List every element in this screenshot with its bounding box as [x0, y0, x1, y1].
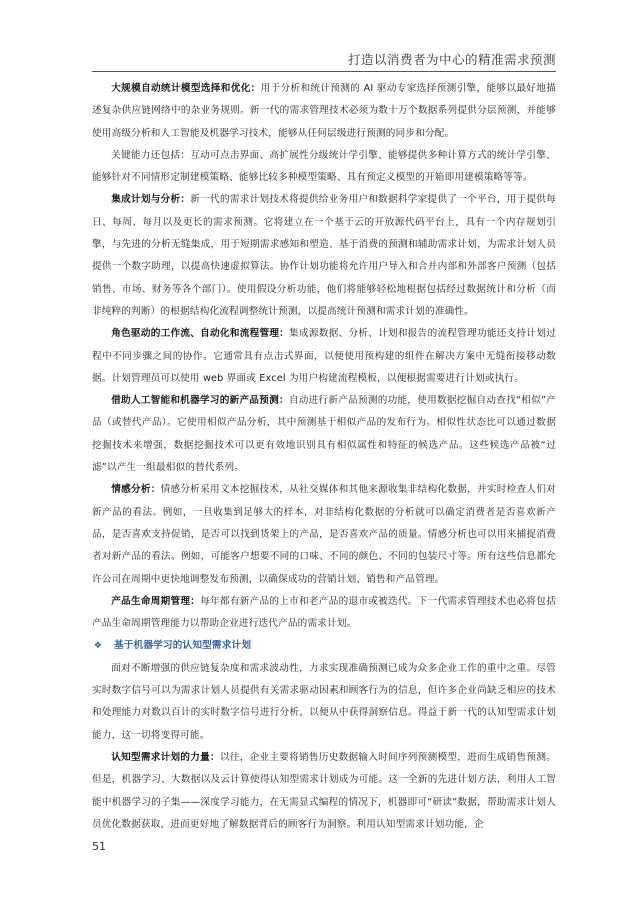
header-divider: [92, 71, 556, 72]
paragraph-integrated-planning: [92, 189, 556, 323]
paragraph-body: 集成源数据、分析、计划和报告的流程管理功能还支持计划过程中不同步骤之间的协作。它通常具有点击式界面，以便使用预构建的组件在解决方案中无缝衔接移动数据。计划管理员可以使用 web 界面或 Excel 为用户构建流程模板，以便根据需要进行计划或执行。: [92, 328, 556, 384]
paragraph-new-product: [92, 390, 556, 479]
paragraph-body: 新一代的需求计划技术将提供给业务用户和数据科学家提供了一个平台，用于提供每日、每周、每月以及更长的需求预测。它将建立在一个基于云的开放源代码平台上，具有一个内存规划引擎，与先进的分析无缝集成，用于短期需求感知和塑造、基于消费的预测和辅助需求计划，为需求计划人员提供一个数字助理，以提高快速虚拟算法。协作计划功能将允许用户导入和合并内部和外部客户预测（包括销售、市场、财务等各个部门）。使用假设分析功能，他们将能够轻松地根据包括经过数据统计和分析（而非纯粹的判断）的根据结构化流程调整统计预测，以提高统计预测和需求计划的准确性。: [92, 194, 556, 317]
paragraph-lead: 集成计划与分析：: [111, 194, 191, 206]
paragraph-body: 自动进行新产品预测的功能，使用数据挖掘自动查找“相似”产品（或替代产品）。它使用相似产品分析，其中预测基于相似产品的发布行为。相似性状态比可以通过数据挖掘技术来增强，数据挖掘技术可以更有效地识别具有相似属性和特征的候选产品。这些候选产品被“过滤”以产生一组最相似的替代系列。: [92, 395, 556, 474]
diamond-bullet-icon: ❖: [93, 641, 103, 652]
body-text: [92, 78, 556, 836]
paragraph-lead: 认知型需求计划的力量：: [111, 751, 220, 763]
paragraph-cognitive-power: [92, 747, 556, 836]
paragraph-lead: 大规模自动统计模型选择和优化：: [111, 83, 261, 94]
paragraph-body: 关键能力还包括：互动可点击界面、高扩展性分级统计学引擎、能够提供多种计算方式的统计学引擎、能够针对不同情形定制建模策略、能够比较多种模型策略、具有预定义模型的开箱即用建模策略等等。: [92, 149, 556, 184]
paragraph-lead: 角色驱动的工作流、自动化和流程管理：: [111, 328, 290, 340]
section-subheading: [92, 635, 556, 657]
paragraph-body: 每年都有新产品的上市和老产品的退市或被迭代。下一代需求管理技术也必将包括产品生命周期管理能力以帮助企业进行迭代产品的需求计划。: [92, 595, 556, 630]
running-header: 打造以消费者为中心的精准需求预测: [347, 52, 556, 67]
page-number: 51: [92, 840, 106, 853]
paragraph-auto-model: [92, 78, 556, 145]
paragraph-sentiment: [92, 479, 556, 590]
paragraph-body: 用于分析和统计预测的 AI 驱动专家选择预测引擎，能够以最好地描述复杂供应链网络中的杂业务规则。新一代的需求管理技术必须为数十万个数据系列提供分层预测，并能够使用高级分析和人工智能及机器学习技术，能够从任何层级进行预测的同步和分配。: [92, 83, 557, 139]
paragraph-lead: 产品生命周期管理：: [111, 595, 201, 607]
paragraph-lead: 借助人工智能和机器学习的新产品预测：: [111, 395, 289, 407]
paragraph-key-capabilities: [92, 145, 556, 190]
paragraph-body: 面对不断增强的供应链复杂度和需求波动性，力求实现准确预测已成为众多企业工作的重中之重。尽管实时数字信号可以为需求计划人员提供有关需求驱动因素和顾客行为的信息，但许多企业尚缺乏相应的技术和处理能力对数以百计的实时数字信号进行分析，以便从中获得洞察信息。得益于新一代的认知型需求计划能力，这一切将变得可能。: [92, 662, 556, 741]
paragraph-workflow: [92, 323, 556, 390]
paragraph-lead: 情感分析：: [111, 484, 161, 496]
paragraph-lifecycle: [92, 591, 556, 636]
paragraph-intro-cognitive: [92, 658, 556, 747]
paragraph-body: 以往，企业主要将销售历史数据输入时间序列预测模型，进而生成销售预测。但是，机器学习、大数据以及云计算使得认知型需求计划成为可能。这一全新的先进计划方法，利用人工智能中机器学习的子集——深度学习能力，在无需显式编程的情况下，机器即可“研读”数据，帮助需求计划人员优化数据获取，进而更好地了解数据背后的顾客行为洞察。利用认知型需求计划功能，企: [92, 751, 556, 830]
subheading-text: 基于机器学习的认知型需求计划: [114, 640, 252, 652]
paragraph-body: 情感分析采用文本挖掘技术，从社交媒体和其他来源收集非结构化数据，并实时检查人们对新产品的看法。例如，一旦收集到足够大的样本，对非结构化数据的分析就可以确定消费者是否喜欢新产品，是否喜欢支持促销，是否可以找到货架上的产品，是否喜欢产品的质量。情感分析也可以用来捕捉消费者对新产品的看法。例如，可能客户想要不同的口味、不同的颜色、不同的包装尺寸等。所有这些信息都允许公司在周期中更快地调整发布预测，以确保成功的营销计划、销售和产品管理。: [92, 484, 557, 585]
